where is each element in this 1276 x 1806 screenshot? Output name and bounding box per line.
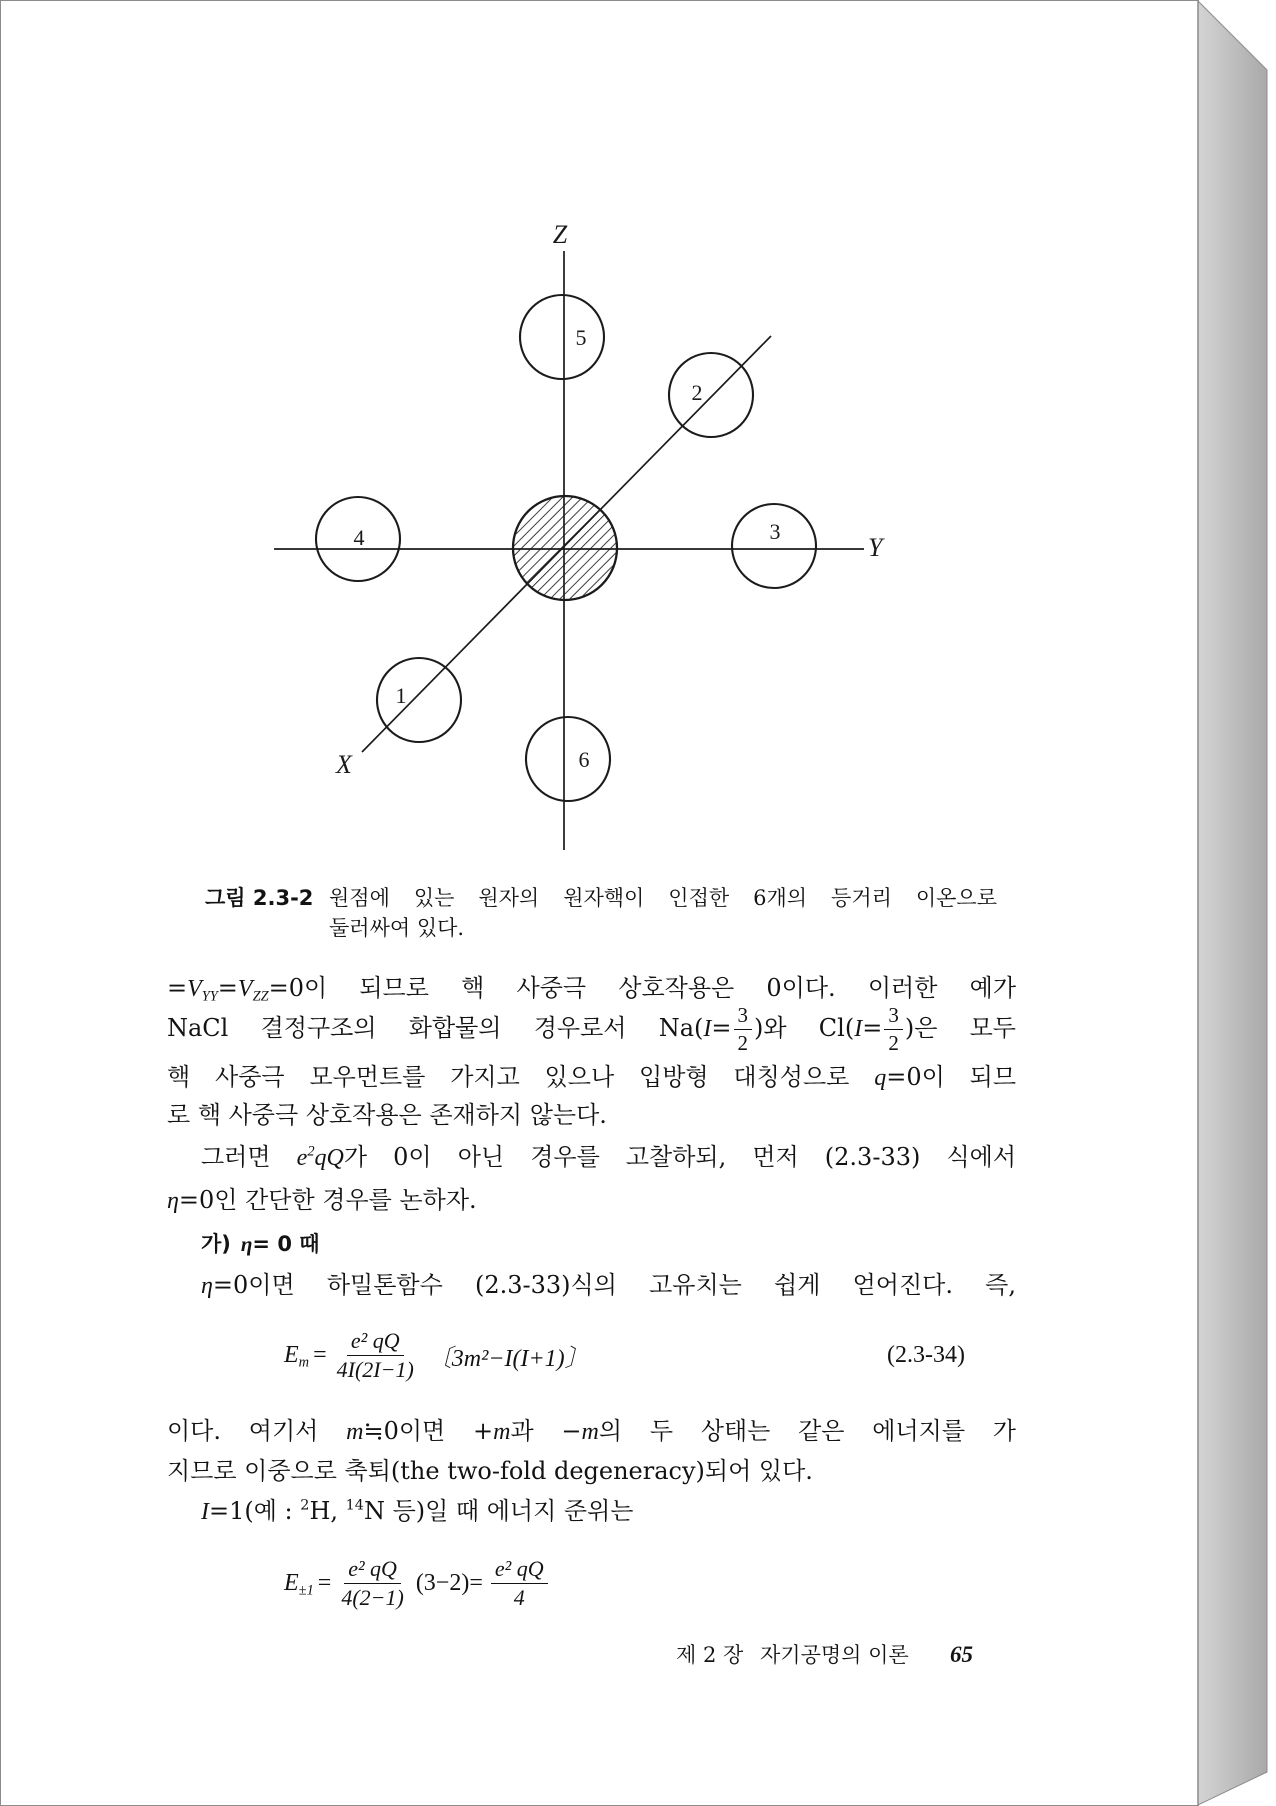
text-segment: N 등)일 때 에너지 준위는 — [363, 1497, 634, 1525]
ion-circle-2 — [669, 353, 753, 437]
footer-chapter-title: 자기공명의 이론 — [760, 1643, 909, 1667]
text-segment: =0인 간단한 경우를 논하자. — [178, 1186, 477, 1214]
equation-fraction — [491, 1557, 548, 1610]
book-edge-face — [1198, 1, 1267, 1805]
equation-energy-pm1 — [284, 1545, 550, 1621]
text-segment: )와 Cl( — [754, 1014, 855, 1042]
fraction-three-halves — [734, 1004, 753, 1054]
book-edge — [1190, 0, 1276, 1806]
body-line-2 — [167, 1000, 1016, 1056]
fraction-denominator: 4(2−1) — [341, 1584, 404, 1610]
symbol-qq: qQ — [314, 1145, 344, 1171]
equation-number — [887, 1317, 965, 1393]
z-axis-label: Z — [552, 220, 568, 249]
text-segment: = 0 때 — [252, 1232, 320, 1256]
equals-sign: = — [313, 1341, 327, 1368]
ion-label-1: 1 — [395, 683, 407, 708]
text-segment: = — [862, 1014, 883, 1042]
fraction-numerator: 3 — [734, 1004, 753, 1030]
symbol-e-energy: E — [284, 1341, 299, 1368]
text-segment: =1(예 : — [209, 1497, 301, 1525]
text-segment: 그러면 — [201, 1143, 297, 1171]
x-axis-label: X — [336, 750, 352, 779]
body-line-4: 로 핵 사중극 상호작용은 존재하지 않는다. — [167, 1101, 607, 1129]
subsection-heading — [201, 1224, 601, 1264]
text-segment: = — [167, 974, 188, 1002]
heading-marker: 가) — [201, 1232, 231, 1256]
fraction-numerator: 3 — [884, 1004, 903, 1030]
equation-2-3-34 — [284, 1317, 589, 1393]
math-v-zz — [237, 976, 269, 1005]
subscript-yy: YY — [201, 988, 218, 1005]
ion-circle-6 — [526, 717, 610, 801]
body-line-10: 지므로 이중으로 축퇴(the two-fold degeneracy)되어 있다. — [167, 1457, 813, 1485]
fraction-denominator: 4 — [513, 1584, 525, 1610]
equation-fraction — [337, 1557, 408, 1610]
ion-label-2: 2 — [691, 380, 703, 405]
symbol-eta: η — [167, 1188, 179, 1214]
symbol-v: V — [187, 976, 202, 1002]
ion-circle-3 — [732, 504, 816, 588]
text-segment: 의 두 상태는 같은 에너지를 가 — [598, 1417, 1016, 1445]
ion-label-3: 3 — [769, 519, 781, 544]
fraction-denominator: 4I(2I−1) — [336, 1356, 414, 1382]
text-segment: =0이 되므 — [886, 1063, 1016, 1091]
octahedral-ion-diagram — [250, 200, 910, 880]
fraction-numerator: e² qQ — [344, 1557, 401, 1584]
text-segment: =0이 되므로 핵 사중극 상호작용은 0이다. 이러한 예가 — [268, 974, 1016, 1002]
math-v-yy — [187, 976, 218, 1005]
bracket-term: 〔3m²−I(I+1)〕 — [427, 1345, 589, 1372]
symbol-i: I — [854, 1016, 863, 1042]
body-line-5 — [201, 1137, 1016, 1177]
text-segment: NaCl 결정구조의 화합물의 경우로서 Na( — [167, 1014, 704, 1042]
symbol-eta: η — [201, 1273, 213, 1299]
symbol-i: I — [703, 1016, 712, 1042]
energy-symbol — [284, 1570, 314, 1597]
body-line-11 — [201, 1491, 1016, 1531]
body-line-6 — [167, 1180, 1016, 1220]
figure-caption-label: 그림 2.3-2 — [205, 886, 314, 910]
symbol-i: I — [201, 1499, 209, 1525]
fraction-denominator: 2 — [737, 1031, 749, 1055]
ion-label-5: 5 — [575, 325, 587, 350]
subscript-m: m — [298, 1353, 310, 1370]
symbol-eta: η — [240, 1232, 253, 1256]
ion-label-6: 6 — [578, 747, 590, 772]
text-segment: H, — [309, 1497, 346, 1525]
equation-number-label: (2.3-34) — [887, 1341, 965, 1368]
math-e2qq — [297, 1145, 344, 1171]
text-segment: =0이면 하밀톤함수 (2.3-33)식의 고유치는 쉽게 얻어진다. 즉, — [212, 1271, 1016, 1299]
energy-symbol — [284, 1342, 309, 1369]
subscript-pm1: ±1 — [298, 1581, 314, 1598]
fraction-numerator: e² qQ — [491, 1557, 548, 1584]
body-line-9 — [167, 1411, 1016, 1451]
text-segment: )은 모두 — [904, 1014, 1016, 1042]
symbol-q: q — [874, 1065, 887, 1091]
text-segment: 핵 사중극 모우먼트를 가지고 있으나 입방형 대칭성으로 — [167, 1063, 875, 1091]
equals-sign: = — [317, 1569, 332, 1596]
fraction-three-halves — [884, 1004, 903, 1054]
figure-caption-line-1: 원점에 있는 원자의 원자핵이 인접한 6개의 등거리 이온으로 — [329, 886, 997, 910]
text-segment: 가 0이 아닌 경우를 고찰하되, 먼저 (2.3-33) 식에서 — [343, 1143, 1016, 1171]
equation-fraction — [333, 1329, 418, 1382]
text-segment: 이다. 여기서 — [167, 1417, 347, 1445]
symbol-m: m — [493, 1419, 511, 1445]
symbol-v: V — [237, 976, 253, 1002]
symbol-m: m — [346, 1419, 364, 1445]
symbol-e-energy: E — [284, 1569, 299, 1596]
central-nucleus-hatched — [513, 496, 617, 600]
superscript-14: 14 — [345, 1497, 364, 1514]
superscript-2: 2 — [307, 1143, 315, 1160]
fraction-numerator: e² qQ — [347, 1329, 404, 1356]
text-segment: = — [217, 974, 238, 1002]
footer-chapter: 제 2 장 — [676, 1643, 744, 1667]
body-line-3 — [167, 1057, 1016, 1097]
figure-caption-line-2: 둘러싸여 있다. — [329, 916, 465, 940]
body-line-8 — [201, 1265, 1016, 1305]
ion-circle-5 — [520, 295, 604, 379]
text-segment: = — [711, 1014, 732, 1042]
equation-middle-term: (3−2)= — [415, 1569, 483, 1596]
ion-circle-1 — [377, 658, 461, 742]
text-segment: 과 − — [510, 1417, 582, 1445]
page-number: 65 — [950, 1642, 973, 1667]
symbol-e: e — [296, 1145, 308, 1171]
symbol-m: m — [581, 1419, 599, 1445]
superscript-2: 2 — [300, 1497, 310, 1514]
ion-label-4: 4 — [353, 525, 365, 550]
y-axis-label: Y — [868, 533, 883, 562]
subscript-zz: ZZ — [252, 988, 269, 1005]
text-segment: ≒0이면 + — [363, 1417, 494, 1445]
fraction-denominator: 2 — [888, 1031, 899, 1055]
